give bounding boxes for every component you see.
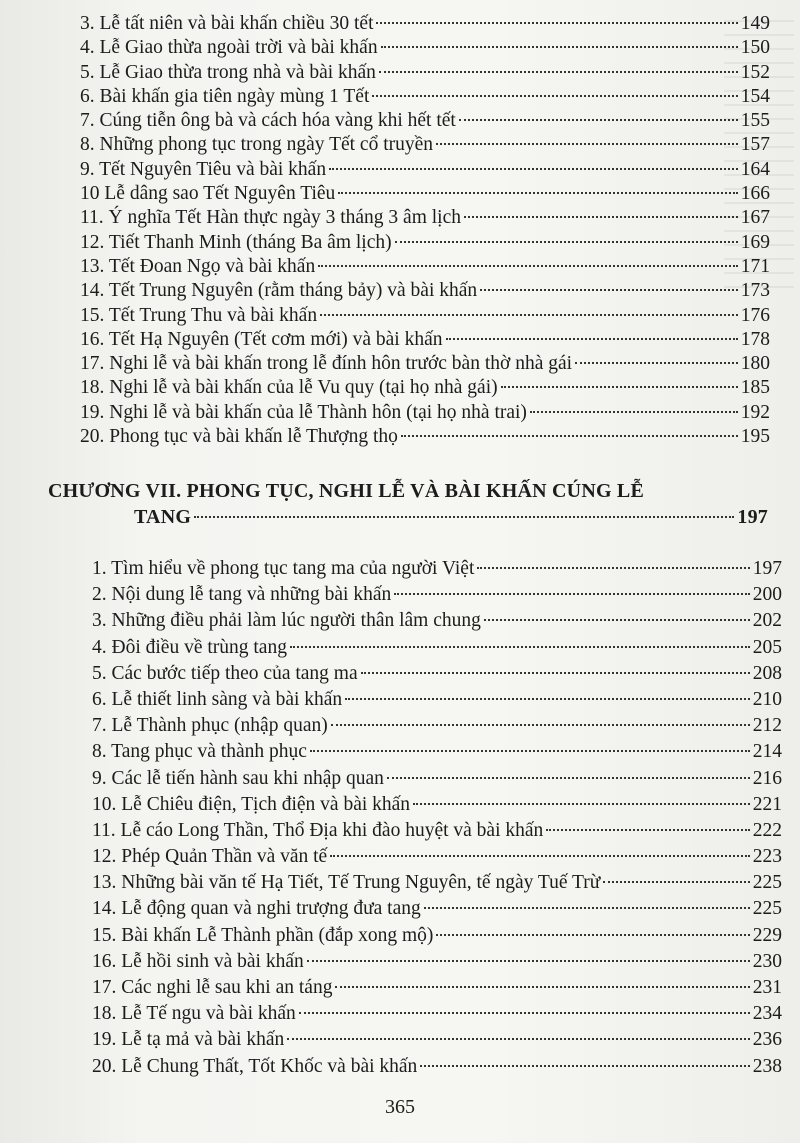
- chapter-heading: [48, 478, 768, 530]
- toc-entry-title: 20. Phong tục và bài khấn lễ Thượng thọ: [80, 426, 398, 448]
- toc-entry-title: 3. Những điều phải làm lúc người thân lâm chung: [92, 610, 481, 632]
- toc-entry-title: 13. Những bài văn tế Hạ Tiết, Tế Trung Nguyên, tế ngày Tuế Trừ: [92, 872, 601, 894]
- dot-leader: [401, 435, 738, 437]
- toc-entry-title: 2. Nội dung lễ tang và những bài khấn: [92, 584, 392, 606]
- toc-entry-title: 18. Nghi lễ và bài khấn của lễ Vu quy (tại họ nhà gái): [80, 377, 498, 399]
- toc-entry-title: 19. Lễ tạ mả và bài khấn: [92, 1029, 285, 1051]
- toc-entry: [80, 36, 770, 60]
- toc-entry: [80, 401, 770, 425]
- toc-entry: [80, 279, 770, 303]
- dot-leader: [501, 386, 738, 388]
- chapter-title-part2: TANG: [134, 506, 192, 528]
- toc-entry: [80, 231, 770, 255]
- dot-leader: [331, 724, 750, 726]
- toc-entry-title: 8. Những phong tục trong ngày Tết cổ truyền: [80, 134, 434, 156]
- dot-leader: [603, 881, 749, 883]
- dot-leader: [477, 567, 749, 569]
- dot-leader: [361, 672, 750, 674]
- toc-entry-page: 231: [752, 977, 782, 998]
- dot-leader: [329, 168, 738, 170]
- toc-entry: [92, 582, 782, 608]
- dot-leader: [575, 362, 738, 364]
- toc-entry: [80, 376, 770, 400]
- toc-entry-title: 1. Tìm hiểu về phong tục tang ma của người Việt: [92, 558, 475, 579]
- dot-leader: [424, 907, 750, 909]
- dot-leader: [484, 619, 750, 621]
- toc-entry-page: 154: [740, 85, 770, 107]
- dot-leader: [299, 1012, 750, 1014]
- toc-entry: [80, 182, 770, 206]
- toc-entry-title: 4. Đôi điều về trùng tang: [92, 636, 287, 658]
- toc-entry: [92, 896, 782, 922]
- toc-entry-page: 208: [752, 662, 782, 684]
- toc-entry-title: 12. Phép Quản Thần và văn tế: [92, 846, 328, 868]
- toc-entry-title: 9. Các lễ tiến hành sau khi nhập quan: [92, 767, 384, 789]
- toc-entry-page: 212: [752, 715, 782, 737]
- toc-entry-page: 234: [752, 1003, 782, 1025]
- toc-entry: [92, 556, 782, 582]
- dot-leader: [420, 1065, 749, 1067]
- toc-entry-page: 164: [740, 158, 770, 180]
- toc-entry: [92, 1054, 782, 1080]
- toc-entry: [92, 1001, 782, 1027]
- dot-leader: [395, 241, 738, 243]
- toc-entry: [80, 328, 770, 352]
- toc-entry-title: 5. Các bước tiếp theo của tang ma: [92, 662, 358, 684]
- toc-entry: [92, 792, 782, 818]
- toc-entry: [92, 687, 782, 713]
- toc-entry-page: 200: [752, 584, 782, 606]
- toc-entry-title: 18. Lễ Tế ngu và bài khấn: [92, 1003, 296, 1025]
- toc-entry: [92, 844, 782, 870]
- toc-entry-page: 238: [752, 1055, 782, 1077]
- dot-leader: [372, 95, 737, 97]
- toc-entry-page: 149: [740, 13, 770, 34]
- toc-entry-page: 216: [752, 767, 782, 789]
- toc-entry-page: 155: [740, 110, 770, 132]
- toc-entry-page: 171: [740, 255, 770, 277]
- toc-entry-title: 10 Lễ dâng sao Tết Nguyên Tiêu: [80, 183, 336, 205]
- toc-entry-title: 6. Lễ thiết linh sàng và bài khấn: [92, 688, 343, 710]
- toc-entry: [92, 739, 782, 765]
- dot-leader: [290, 646, 750, 648]
- toc-entry: [80, 206, 770, 230]
- toc-entry-title: 17. Các nghi lễ sau khi an táng: [92, 977, 333, 998]
- toc-entry-title: 12. Tiết Thanh Minh (tháng Ba âm lịch): [80, 231, 392, 253]
- dot-leader: [387, 777, 750, 779]
- toc-entry-page: 173: [740, 280, 770, 302]
- dot-leader: [546, 829, 749, 831]
- toc-entry-title: 14. Lễ động quan và nghi trượng đưa tang: [92, 898, 421, 920]
- toc-entry-title: 4. Lễ Giao thừa ngoài trời và bài khấn: [80, 37, 378, 59]
- chapter-title-part1: CHƯƠNG VII. PHONG TỤC, NGHI LỄ VÀ BÀI KHẤN CÚNG LỄ: [48, 480, 644, 502]
- toc-entry-title: 20. Lễ Chung Thất, Tốt Khốc và bài khấn: [92, 1055, 418, 1077]
- toc-entry-title: 13. Tết Đoan Ngọ và bài khấn: [80, 255, 316, 277]
- toc-entry: [80, 61, 770, 85]
- toc-entry-page: 176: [740, 304, 770, 326]
- toc-entry-page: 230: [752, 950, 782, 972]
- toc-entry-page: 221: [752, 793, 782, 815]
- toc-entry: [92, 713, 782, 739]
- toc-entry-title: 16. Lễ hồi sinh và bài khấn: [92, 950, 304, 972]
- toc-entry-title: 10. Lễ Chiêu điện, Tịch điện và bài khấn: [92, 793, 411, 815]
- dot-leader: [436, 934, 749, 936]
- toc-entry-page: 150: [740, 37, 770, 59]
- toc-entry-page: 197: [752, 558, 782, 579]
- toc-entry-title: 14. Tết Trung Nguyên (rằm tháng bảy) và bài khấn: [80, 280, 478, 302]
- toc-entry: [92, 766, 782, 792]
- chapter-heading-line2: [48, 504, 768, 530]
- toc-entry-page: 225: [752, 898, 782, 920]
- toc-entry-page: 229: [752, 924, 782, 946]
- toc-entry-page: 195: [740, 426, 770, 448]
- dot-leader: [338, 192, 737, 194]
- toc-entry: [92, 949, 782, 975]
- toc-entry: [80, 12, 770, 36]
- toc-entry: [80, 425, 770, 449]
- page-number: 365: [385, 1096, 415, 1118]
- toc-entry-page: 167: [740, 207, 770, 229]
- toc-entry-title: 8. Tang phục và thành phục: [92, 741, 307, 763]
- toc-entry-page: 166: [740, 183, 770, 205]
- toc-entry-page: 180: [740, 353, 770, 375]
- toc-entry-title: 15. Bài khấn Lễ Thành phần (đắp xong mộ): [92, 924, 434, 946]
- toc-entry-page: 169: [740, 231, 770, 253]
- toc-entry-title: 7. Cúng tiễn ông bà và cách hóa vàng khi hết tết: [80, 110, 456, 132]
- dot-leader: [287, 1038, 750, 1040]
- dot-leader: [413, 803, 750, 805]
- dot-leader: [320, 314, 738, 316]
- toc-entry-title: 9. Tết Nguyên Tiêu và bài khấn: [80, 158, 327, 180]
- toc-entry-title: 17. Nghi lễ và bài khấn trong lễ đính hôn trước bàn thờ nhà gái: [80, 353, 573, 375]
- toc-entry-page: 214: [752, 741, 782, 763]
- dot-leader: [394, 593, 750, 595]
- dot-leader: [381, 46, 738, 48]
- toc-entry: [92, 975, 782, 1001]
- toc-entry-page: 205: [752, 636, 782, 658]
- toc-entry-page: 222: [752, 819, 782, 841]
- dot-leader: [436, 143, 738, 145]
- toc-entry-page: 192: [740, 401, 770, 423]
- toc-entry-title: 6. Bài khấn gia tiên ngày mùng 1 Tết: [80, 85, 370, 107]
- toc-entry-title: 16. Tết Hạ Nguyên (Tết cơm mới) và bài khấn: [80, 328, 443, 350]
- dot-leader: [446, 338, 738, 340]
- toc-entry: [80, 133, 770, 157]
- toc-entry: [92, 1027, 782, 1053]
- toc-entry-title: 5. Lễ Giao thừa trong nhà và bài khấn: [80, 61, 376, 83]
- toc-entry-page: 223: [752, 846, 782, 868]
- toc-entry-page: 210: [752, 688, 782, 710]
- toc-entry: [80, 255, 770, 279]
- toc-entry-title: 11. Ý nghĩa Tết Hàn thực ngày 3 tháng 3 âm lịch: [80, 207, 461, 229]
- toc-entry: [80, 352, 770, 376]
- dot-leader: [345, 698, 750, 700]
- dot-leader: [310, 750, 750, 752]
- toc-entry-title: 11. Lễ cáo Long Thần, Thổ Địa khi đào huyệt và bài khấn: [92, 819, 544, 841]
- toc-entry: [92, 870, 782, 896]
- dot-leader: [464, 216, 738, 218]
- dot-leader: [318, 265, 738, 267]
- dot-leader: [307, 960, 750, 962]
- toc-entry-page: 202: [752, 610, 782, 632]
- dot-leader: [459, 119, 738, 121]
- dot-leader: [194, 516, 734, 518]
- toc-entry: [92, 608, 782, 634]
- toc-entry: [92, 635, 782, 661]
- toc-entry-page: 157: [740, 134, 770, 156]
- chapter-heading-line1: [48, 478, 768, 504]
- toc-entry-page: 152: [740, 61, 770, 83]
- toc-entry: [80, 109, 770, 133]
- toc-entry-page: 178: [740, 328, 770, 350]
- toc-entry: [80, 85, 770, 109]
- toc-entry-title: 15. Tết Trung Thu và bài khấn: [80, 304, 318, 326]
- dot-leader: [376, 22, 737, 24]
- toc-entry: [80, 158, 770, 182]
- toc-entry-title: 7. Lễ Thành phục (nhập quan): [92, 715, 328, 737]
- dot-leader: [379, 71, 738, 73]
- chapter-page-number: 197: [737, 506, 768, 528]
- toc-entry-page: 225: [752, 872, 782, 894]
- toc-entry: [92, 661, 782, 687]
- toc-entry-title: 19. Nghi lễ và bài khấn của lễ Thành hôn (tại họ nhà trai): [80, 401, 527, 423]
- toc-entry-title: 3. Lễ tất niên và bài khấn chiều 30 tết: [80, 13, 374, 34]
- toc-entry-page: 236: [752, 1029, 782, 1051]
- dot-leader: [330, 855, 750, 857]
- toc-entry: [92, 818, 782, 844]
- toc-entry-page: 185: [740, 377, 770, 399]
- toc-list-bottom: [92, 556, 782, 1080]
- dot-leader: [480, 289, 738, 291]
- dot-leader: [530, 411, 738, 413]
- dot-leader: [335, 986, 749, 988]
- toc-list-top: [80, 12, 770, 449]
- toc-entry: [80, 304, 770, 328]
- toc-entry: [92, 923, 782, 949]
